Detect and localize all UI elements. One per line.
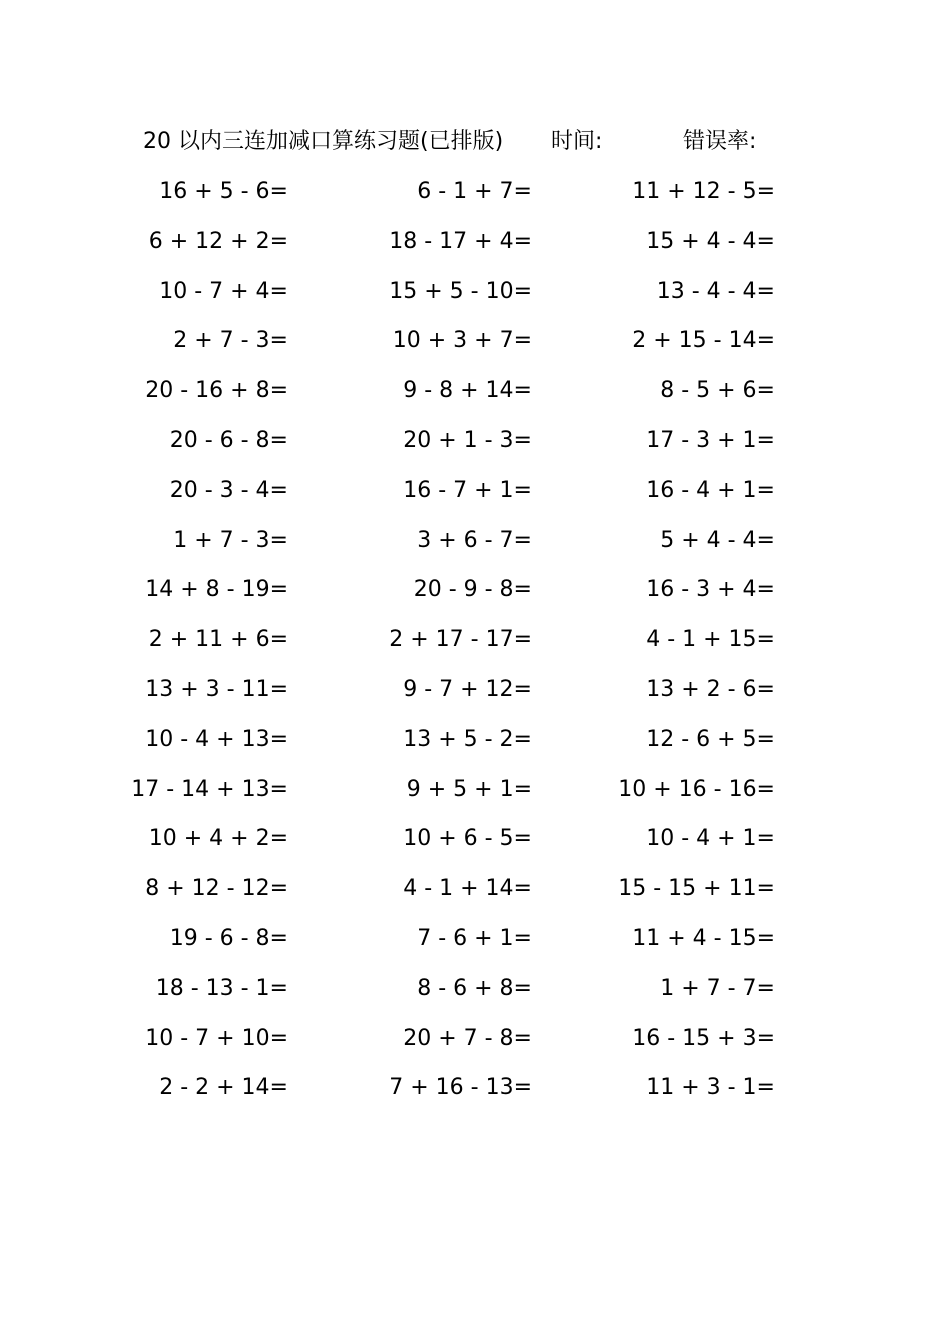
math-problem: 1 + 7 - 3= (173, 527, 288, 553)
math-problem: 10 - 4 + 13= (145, 726, 288, 752)
problem-row (0, 1014, 950, 1064)
error-rate-label: 错误率: (683, 129, 757, 154)
math-problem: 9 + 5 + 1= (406, 776, 532, 802)
problem-row (0, 366, 950, 416)
problem-row (0, 316, 950, 366)
math-problem: 17 - 3 + 1= (646, 427, 775, 453)
problem-row (0, 914, 950, 964)
math-problem: 20 - 9 - 8= (413, 577, 532, 603)
math-problem: 20 - 16 + 8= (145, 378, 288, 404)
problem-row (0, 565, 950, 615)
math-problem: 20 - 3 - 4= (169, 477, 288, 503)
math-problem: 20 - 6 - 8= (169, 427, 288, 453)
problem-row (0, 217, 950, 267)
problem-row (0, 814, 950, 864)
math-problem: 13 - 4 - 4= (656, 278, 775, 304)
math-problem: 2 + 15 - 14= (632, 328, 775, 354)
problem-row (0, 715, 950, 765)
math-problem: 2 + 11 + 6= (148, 627, 288, 653)
math-problem: 17 - 14 + 13= (131, 776, 288, 802)
math-problem: 16 - 4 + 1= (646, 477, 775, 503)
time-label: 时间: (551, 129, 603, 154)
math-problem: 10 + 16 - 16= (618, 776, 775, 802)
problem-row (0, 267, 950, 317)
math-problem: 10 - 7 + 4= (159, 278, 288, 304)
math-problem: 10 + 3 + 7= (392, 328, 532, 354)
math-problem: 2 + 17 - 17= (389, 627, 532, 653)
problem-row (0, 466, 950, 516)
worksheet-header (0, 124, 950, 160)
math-problem: 16 + 5 - 6= (159, 179, 288, 204)
math-problem: 13 + 2 - 6= (646, 676, 775, 702)
problem-row (0, 864, 950, 914)
math-problem: 11 + 4 - 15= (632, 925, 775, 951)
math-problem: 13 + 3 - 11= (145, 676, 288, 702)
problem-row (0, 167, 950, 217)
problem-row (0, 416, 950, 466)
problem-grid (0, 167, 950, 1113)
problem-row (0, 964, 950, 1014)
math-problem: 15 + 4 - 4= (646, 228, 775, 254)
math-problem: 16 - 15 + 3= (632, 1025, 775, 1051)
math-problem: 4 - 1 + 14= (403, 876, 532, 902)
math-problem: 15 - 15 + 11= (618, 876, 775, 902)
math-problem: 9 - 8 + 14= (403, 378, 532, 404)
math-problem: 13 + 5 - 2= (403, 726, 532, 752)
math-problem: 1 + 7 - 7= (660, 975, 775, 1001)
math-problem: 18 - 17 + 4= (389, 228, 532, 254)
math-problem: 2 - 2 + 14= (159, 1075, 288, 1101)
problem-row (0, 1063, 950, 1113)
math-problem: 18 - 13 - 1= (155, 975, 288, 1001)
worksheet-title: 20 以内三连加减口算练习题(已排版) (143, 129, 504, 154)
math-problem: 3 + 6 - 7= (417, 527, 532, 553)
problem-row (0, 765, 950, 815)
math-problem: 15 + 5 - 10= (389, 278, 532, 304)
math-problem: 11 + 12 - 5= (632, 179, 775, 204)
math-problem: 19 - 6 - 8= (169, 925, 288, 951)
problem-row (0, 516, 950, 566)
math-problem: 10 - 7 + 10= (145, 1025, 288, 1051)
math-problem: 16 - 7 + 1= (403, 477, 532, 503)
problem-row (0, 665, 950, 715)
math-problem: 14 + 8 - 19= (145, 577, 288, 603)
math-problem: 16 - 3 + 4= (646, 577, 775, 603)
math-problem: 8 - 6 + 8= (417, 975, 532, 1001)
math-problem: 2 + 7 - 3= (173, 328, 288, 354)
math-problem: 20 + 7 - 8= (403, 1025, 532, 1051)
math-problem: 10 - 4 + 1= (646, 826, 775, 852)
math-problem: 12 - 6 + 5= (646, 726, 775, 752)
math-problem: 11 + 3 - 1= (646, 1075, 775, 1101)
math-problem: 10 + 6 - 5= (403, 826, 532, 852)
math-problem: 10 + 4 + 2= (148, 826, 288, 852)
math-problem: 7 + 16 - 13= (389, 1075, 532, 1101)
math-problem: 6 - 1 + 7= (417, 179, 532, 204)
math-problem: 5 + 4 - 4= (660, 527, 775, 553)
math-problem: 20 + 1 - 3= (403, 427, 532, 453)
math-problem: 6 + 12 + 2= (148, 228, 288, 254)
math-problem: 8 + 12 - 12= (145, 876, 288, 902)
problem-row (0, 615, 950, 665)
math-problem: 4 - 1 + 15= (646, 627, 775, 653)
math-problem: 8 - 5 + 6= (660, 378, 775, 404)
math-problem: 9 - 7 + 12= (403, 676, 532, 702)
math-problem: 7 - 6 + 1= (417, 925, 532, 951)
